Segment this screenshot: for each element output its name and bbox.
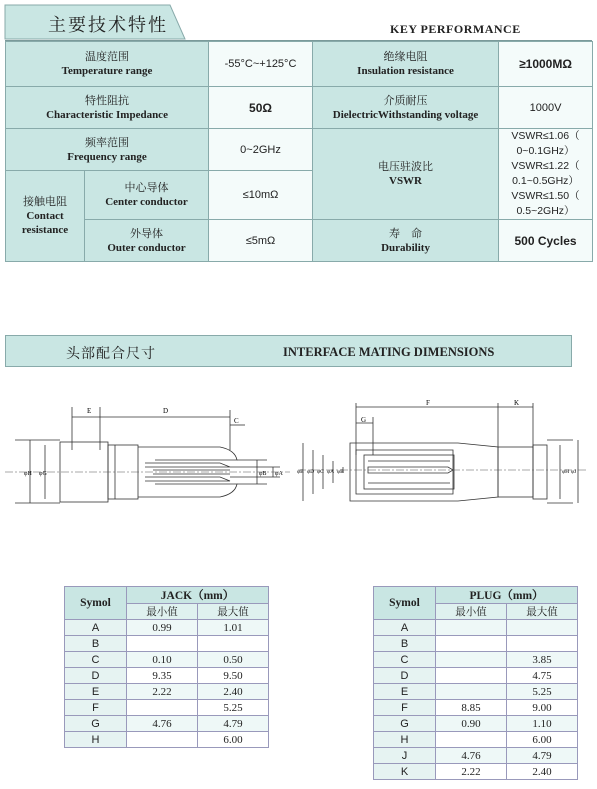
contact-resistance-label: 接触电阻 Contact resistance	[6, 171, 85, 262]
cell-sym: G	[374, 716, 436, 732]
vswr-line-3: VSWR≤1.50（ 0.5~2GHz）	[511, 190, 580, 217]
cell-sym: A	[65, 620, 127, 636]
dim-label-plug-f: F	[426, 399, 430, 407]
cell-sym: F	[65, 700, 127, 716]
table-row	[374, 652, 578, 668]
dim-label-plug-j: φJ	[571, 469, 577, 475]
cell-min	[436, 684, 507, 700]
cell-min: 9.35	[127, 668, 198, 684]
table-row	[65, 716, 269, 732]
outer-conductor-label: 外导体 Outer conductor	[85, 220, 209, 262]
temperature-label: 温度范围 Temperature range	[6, 42, 209, 87]
cell-max	[198, 636, 269, 652]
key-performance-table	[5, 41, 593, 262]
dim-label-jack-g: φG	[39, 471, 47, 477]
dim-label-plug-b: φB	[337, 469, 344, 475]
jack-dimensions-table	[64, 586, 269, 748]
cell-min	[127, 732, 198, 748]
cell-sym: J	[374, 748, 436, 764]
cell-max: 9.50	[198, 668, 269, 684]
cell-sym: B	[374, 636, 436, 652]
frequency-label: 频率范围 Frequency range	[6, 129, 209, 171]
cell-max	[507, 620, 578, 636]
cell-min: 4.76	[127, 716, 198, 732]
table-row	[374, 620, 578, 636]
dim-label-plug-a: φA	[327, 469, 335, 475]
cell-max: 3.85	[507, 652, 578, 668]
dim-label-jack-a: φA	[275, 471, 283, 477]
plug-table-body	[374, 620, 578, 780]
dim-label-plug-d: φD	[307, 469, 315, 475]
cell-min: 0.90	[436, 716, 507, 732]
dielectric-label: 介质耐压 DielectricWithstanding voltage	[313, 87, 499, 129]
table-row	[65, 620, 269, 636]
dim-label-plug-e: φE	[297, 469, 304, 475]
key-performance-title-en: KEY PERFORMANCE	[390, 22, 521, 36]
center-conductor-label: 中心导体 Center conductor	[85, 171, 209, 220]
table-row	[374, 748, 578, 764]
cell-sym: C	[65, 652, 127, 668]
insulation-value: ≥1000MΩ	[499, 42, 593, 87]
cell-sym: K	[374, 764, 436, 780]
cell-max	[507, 636, 578, 652]
jack-title-header: JACK（mm）	[127, 587, 269, 604]
insulation-label: 绝缘电阻 Insulation resistance	[313, 42, 499, 87]
cell-max: 6.00	[198, 732, 269, 748]
table-row	[374, 764, 578, 780]
cell-min	[436, 732, 507, 748]
plug-interface-diagram	[298, 395, 588, 520]
cell-max: 4.79	[198, 716, 269, 732]
table-row	[65, 668, 269, 684]
dim-label-jack-c: C	[234, 417, 239, 425]
dielectric-value: 1000V	[499, 87, 593, 129]
cell-max: 5.25	[507, 684, 578, 700]
cell-max: 2.40	[507, 764, 578, 780]
cell-sym: E	[65, 684, 127, 700]
cell-max: 1.10	[507, 716, 578, 732]
cell-min	[436, 652, 507, 668]
impedance-label: 特性阻抗 Characteristic Impedance	[6, 87, 209, 129]
cell-max: 5.25	[198, 700, 269, 716]
jack-min-header: 最小值	[127, 604, 198, 620]
plug-dimensions-table	[373, 586, 578, 780]
frequency-value: 0~2GHz	[209, 129, 313, 171]
cell-min: 8.85	[436, 700, 507, 716]
plug-symbol-header: Symol	[374, 587, 436, 620]
cell-min	[127, 636, 198, 652]
dim-label-plug-g: G	[361, 416, 367, 424]
vswr-label: 电压驻波比 VSWR	[313, 129, 499, 220]
plug-title-header: PLUG（mm）	[436, 587, 578, 604]
cell-sym: F	[374, 700, 436, 716]
cell-sym: D	[374, 668, 436, 684]
cell-max: 9.00	[507, 700, 578, 716]
cell-min: 2.22	[127, 684, 198, 700]
dim-label-jack-b: φB	[259, 471, 267, 477]
temperature-value: -55°C~+125°C	[209, 42, 313, 87]
table-row	[374, 732, 578, 748]
vswr-line-1: VSWR≤1.06（ 0~0.1GHz）	[511, 130, 580, 157]
table-row	[374, 684, 578, 700]
key-performance-title-cn: 主要技术特性	[48, 15, 168, 36]
outer-conductor-value: ≤5mΩ	[209, 220, 313, 262]
dim-label-jack-h: φH	[24, 471, 32, 477]
table-row	[65, 732, 269, 748]
cell-min	[436, 636, 507, 652]
cell-max: 1.01	[198, 620, 269, 636]
durability-value: 500 Cycles	[499, 220, 593, 262]
table-row	[374, 716, 578, 732]
cell-max: 2.40	[198, 684, 269, 700]
jack-interface-diagram	[5, 395, 290, 520]
plug-min-header: 最小值	[436, 604, 507, 620]
table-row	[374, 636, 578, 652]
cell-sym: G	[65, 716, 127, 732]
cell-sym: D	[65, 668, 127, 684]
cell-min	[127, 700, 198, 716]
jack-max-header: 最大值	[198, 604, 269, 620]
vswr-line-2: VSWR≤1.22（ 0.1~0.5GHz）	[511, 160, 580, 187]
cell-min	[436, 668, 507, 684]
cell-sym: A	[374, 620, 436, 636]
plug-max-header: 最大值	[507, 604, 578, 620]
cell-max: 4.75	[507, 668, 578, 684]
center-conductor-value: ≤10mΩ	[209, 171, 313, 220]
cell-min: 4.76	[436, 748, 507, 764]
durability-label: 寿 命 Durability	[313, 220, 499, 262]
table-row	[65, 652, 269, 668]
cell-sym: H	[374, 732, 436, 748]
dim-label-plug-h: φH	[562, 469, 570, 475]
table-row	[374, 700, 578, 716]
interface-title-en: INTERFACE MATING DIMENSIONS	[283, 345, 495, 359]
cell-max: 4.79	[507, 748, 578, 764]
cell-min	[436, 620, 507, 636]
table-row	[65, 700, 269, 716]
cell-min: 0.10	[127, 652, 198, 668]
cell-sym: B	[65, 636, 127, 652]
dim-label-jack-d: D	[163, 407, 169, 415]
cell-max: 0.50	[198, 652, 269, 668]
dim-label-plug-k: K	[514, 399, 520, 407]
dim-label-jack-e: E	[87, 407, 92, 415]
table-row	[65, 636, 269, 652]
cell-sym: C	[374, 652, 436, 668]
cell-sym: E	[374, 684, 436, 700]
table-row	[65, 684, 269, 700]
cell-min: 0.99	[127, 620, 198, 636]
jack-symbol-header: Symol	[65, 587, 127, 620]
cell-max: 6.00	[507, 732, 578, 748]
jack-table-body	[65, 620, 269, 748]
vswr-values	[499, 129, 593, 220]
cell-sym: H	[65, 732, 127, 748]
table-row	[374, 668, 578, 684]
interface-title-cn: 头部配合尺寸	[66, 346, 156, 362]
cell-min: 2.22	[436, 764, 507, 780]
dim-label-plug-c: φC	[317, 469, 324, 475]
impedance-value: 50Ω	[209, 87, 313, 129]
